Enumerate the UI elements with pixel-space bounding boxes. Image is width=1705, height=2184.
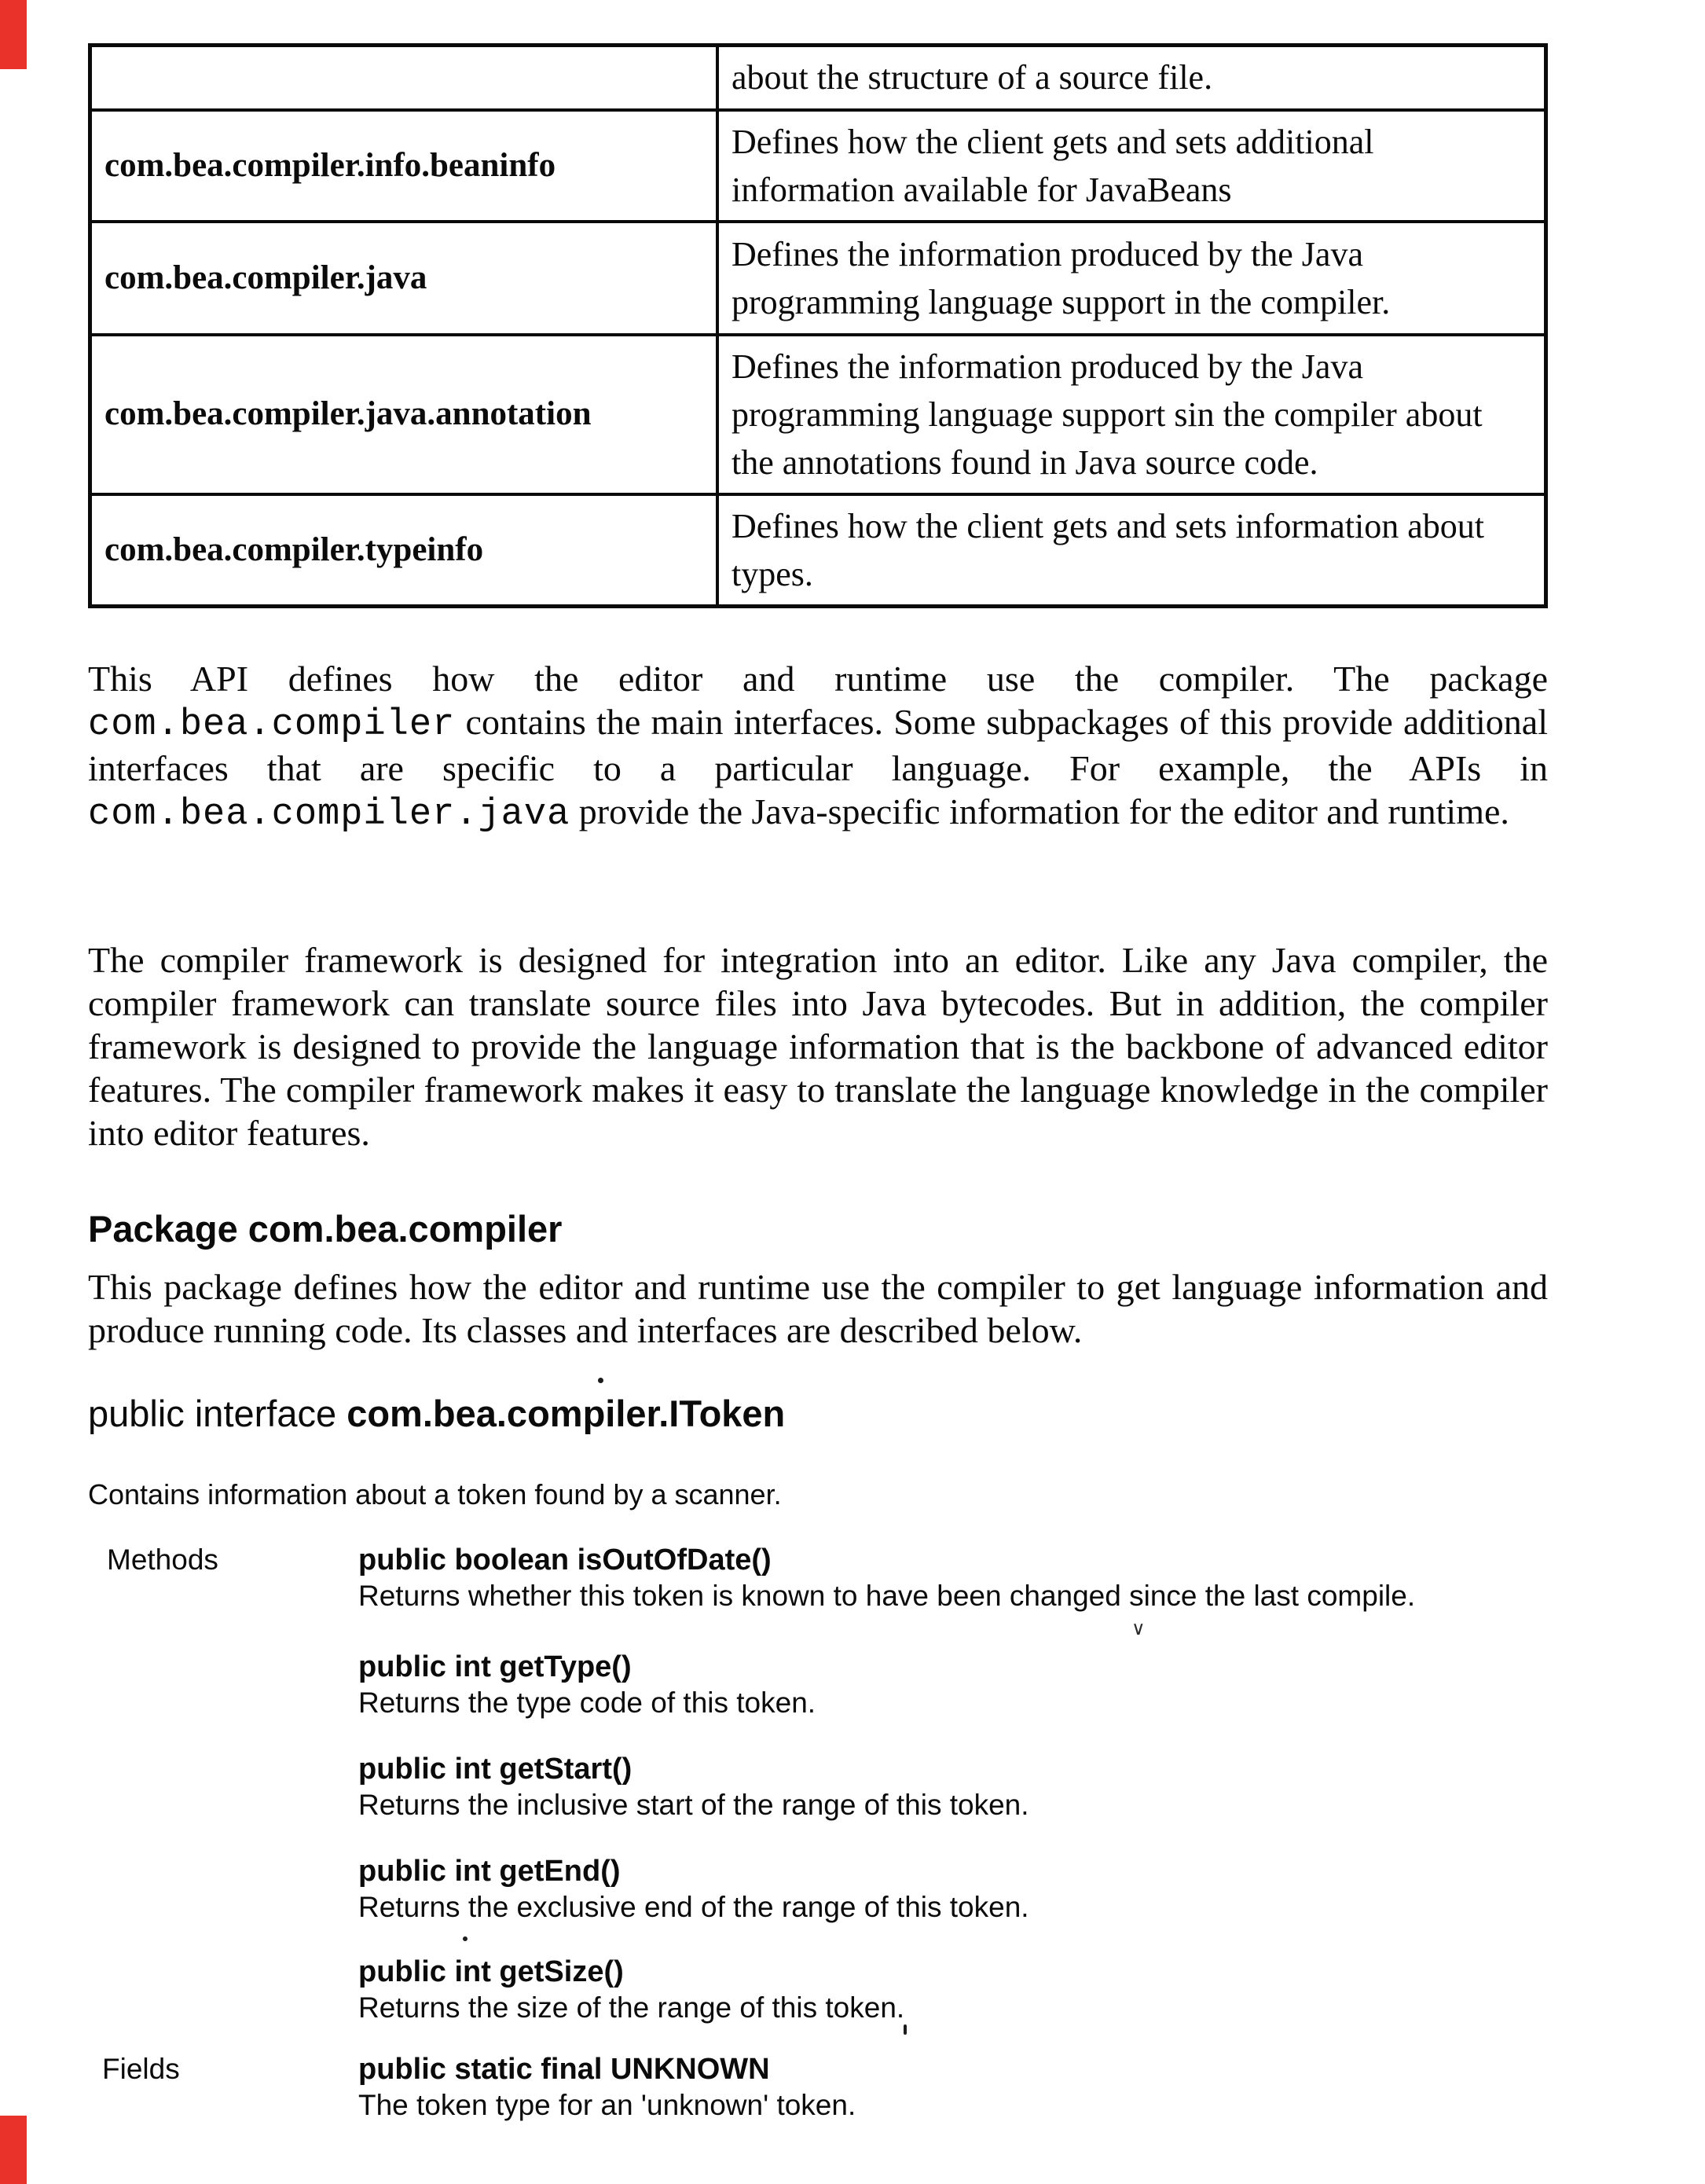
- method-description: Returns the exclusive end of the range of this token.: [358, 1891, 1029, 1923]
- method-entry: [358, 1751, 1553, 1823]
- method-signature: public int getEnd(): [358, 1855, 621, 1888]
- field-signature: public static final UNKNOWN: [358, 2053, 770, 2086]
- method-description: Returns the type code of this token.: [358, 1687, 816, 1719]
- inline-code-package: com.bea.compiler: [88, 704, 456, 746]
- method-signature: public int getType(): [358, 1650, 632, 1683]
- method-entry: [358, 1853, 1553, 1925]
- description-cell: Defines how the client gets and sets additional information available for JavaBeans: [717, 110, 1546, 222]
- table-row: [90, 46, 1546, 110]
- table-row: [90, 335, 1546, 494]
- method-signature: public int getSize(): [358, 1955, 624, 1988]
- method-description: Returns the inclusive start of the range of this token.: [358, 1789, 1029, 1821]
- intro-paragraph: [88, 657, 1548, 836]
- field-description: The token type for an 'unknown' token.: [358, 2089, 856, 2121]
- intro-text: provide the Java-specific information for the editor and runtime.: [570, 791, 1509, 831]
- scan-speck: [904, 2024, 907, 2035]
- framework-paragraph: The compiler framework is designed for integration into an editor. Like any Java compiler, the compiler framework can translate source files into Java bytecodes. But in addition, the compiler framework is designed to provide the language information that is the backbone of advanced editor features. The compiler framework makes it easy to translate the language knowledge in the compiler into editor features.: [88, 940, 1548, 1153]
- package-cell: [90, 46, 718, 110]
- description-cell: Defines the information produced by the Java programming language support in the compiler.: [717, 222, 1546, 335]
- table-row: [90, 222, 1546, 335]
- fields-label: Fields: [102, 2053, 180, 2085]
- red-edge-mark-top: [0, 0, 27, 69]
- packages-table: [88, 43, 1548, 608]
- method-entry: [358, 1542, 1553, 1614]
- table-row: [90, 494, 1546, 607]
- method-signature: public boolean isOutOfDate(): [358, 1543, 772, 1577]
- description-cell: Defines the information produced by the Java programming language support sin the compiler about the annotations found in Java source code.: [717, 335, 1546, 494]
- interface-modifier: public interface: [88, 1393, 347, 1434]
- method-signature: public int getStart(): [358, 1753, 632, 1786]
- inline-code-package-java: com.bea.compiler.java: [88, 794, 570, 835]
- interface-heading: [88, 1393, 785, 1435]
- field-entry: [358, 2051, 1553, 2123]
- package-cell: com.bea.compiler.java.annotation: [90, 335, 718, 494]
- methods-label: Methods: [107, 1543, 218, 1576]
- interface-summary: Contains information about a token found by a scanner.: [88, 1478, 782, 1510]
- package-cell: com.bea.compiler.typeinfo: [90, 494, 718, 607]
- method-description: Returns whether this token is known to have been changed since the last compile.: [358, 1580, 1416, 1612]
- interface-name: com.bea.compiler.IToken: [346, 1393, 786, 1434]
- package-section-heading: Package com.bea.compiler: [88, 1208, 563, 1250]
- method-entry: [358, 1954, 1553, 2026]
- package-section-body: This package defines how the editor and runtime use the compiler to get language information and produce running code. Its classes and interfaces are described below.: [88, 1267, 1548, 1350]
- intro-text: This API defines how the editor and runtime use the compiler. The package: [88, 659, 1548, 699]
- package-cell: com.bea.compiler.java: [90, 222, 718, 335]
- red-edge-mark-bottom: [0, 2116, 27, 2184]
- intro-text: contains the main interfaces. Some subpackages of this provide additional interfaces that are specific to a particular language. For example, the APIs in: [88, 702, 1548, 788]
- method-entry: [358, 1649, 1553, 1721]
- package-cell: com.bea.compiler.info.beaninfo: [90, 110, 718, 222]
- method-description: Returns the size of the range of this token.: [358, 1991, 905, 2024]
- table-row: [90, 110, 1546, 222]
- description-cell: about the structure of a source file.: [717, 46, 1546, 110]
- description-cell: Defines how the client gets and sets information about types.: [717, 494, 1546, 607]
- scan-speck: [463, 1936, 468, 1941]
- scan-speck: [598, 1378, 603, 1383]
- scan-mark: ∨: [1131, 1617, 1146, 1639]
